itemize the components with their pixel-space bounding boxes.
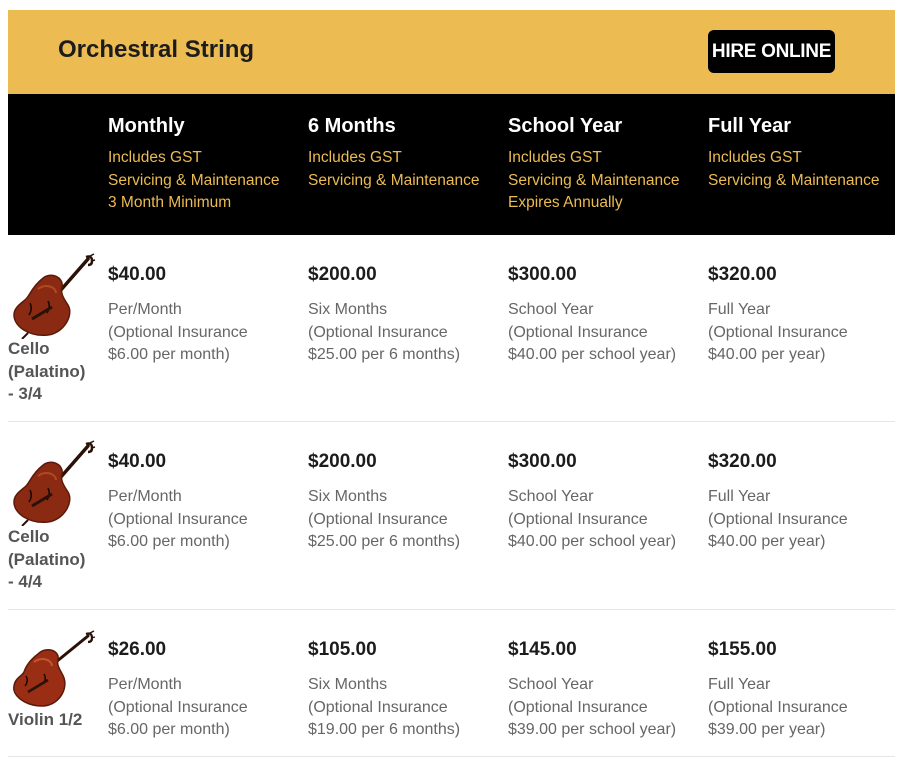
insurance-value: $40.00 per school year) [508,533,677,550]
price-cell-6-months [308,451,460,554]
price-period: Six Months [308,301,388,318]
product-name-line: Cello [8,339,50,358]
price-cell-6-months [308,639,460,742]
insurance-value: $6.00 per month) [108,533,230,550]
plan-full-year [708,114,879,192]
plan-feature: Includes GST [108,149,202,166]
price-period: Full Year [708,488,771,505]
product-name[interactable] [8,338,100,406]
plan-6-months [308,114,479,192]
insurance-label: (Optional Insurance [508,698,648,716]
insurance-label: (Optional Insurance [108,698,248,716]
price-period: Six Months [308,488,388,505]
insurance-label: (Optional Insurance [308,510,448,528]
product-row-cello-4-4 [8,422,895,610]
product-name-line: (Palatino) [8,361,86,381]
price-cell-full-year [708,451,848,554]
price: $105.00 [308,639,377,660]
insurance-value: $19.00 per 6 months) [308,721,461,738]
violin-icon[interactable] [8,630,96,710]
insurance-label: (Optional Insurance [708,510,848,528]
product-name[interactable] [8,526,100,594]
price-cell-monthly [108,264,248,367]
product-name-line: (Palatino) [8,549,86,569]
price: $320.00 [708,264,777,285]
insurance-value: $39.00 per school year) [508,721,677,738]
insurance-label: (Optional Insurance [108,323,248,341]
insurance-label: (Optional Insurance [708,698,848,716]
insurance-value: $6.00 per month) [108,346,230,363]
price: $300.00 [508,264,577,285]
price-cell-full-year [708,639,848,742]
plan-name: School Year [508,115,623,137]
product-row-violin-1-2 [8,610,895,757]
cello-icon[interactable] [8,440,96,526]
category-banner [8,10,895,94]
insurance-value: $6.00 per month) [108,721,230,738]
price-cell-school-year [508,451,676,554]
price-period: School Year [508,301,594,318]
plan-feature: Servicing & Maintenance [308,171,480,189]
plan-feature: Expires Annually [508,194,623,211]
insurance-label: (Optional Insurance [508,510,648,528]
price-period: Per/Month [108,488,182,505]
price-cell-school-year [508,639,676,742]
price-cell-monthly [108,639,248,742]
price-cell-6-months [308,264,460,367]
cello-icon[interactable] [8,253,96,339]
product-name-line: - 3/4 [8,384,43,403]
price-cell-school-year [508,264,676,367]
price: $320.00 [708,451,777,472]
category-title: Orchestral String [58,36,255,63]
insurance-value: $40.00 per year) [708,346,826,363]
plan-feature: Servicing & Maintenance [508,171,680,189]
price-period: Full Year [708,301,771,318]
plan-name: 6 Months [308,115,396,137]
price: $200.00 [308,451,377,472]
price-period: Per/Month [108,676,182,693]
plan-feature: Includes GST [708,149,802,166]
plan-feature: Servicing & Maintenance [108,171,280,189]
plan-name: Full Year [708,115,792,137]
insurance-value: $40.00 per school year) [508,346,677,363]
plan-feature: Servicing & Maintenance [708,171,880,189]
price-period: School Year [508,676,594,693]
insurance-value: $25.00 per 6 months) [308,533,461,550]
price: $300.00 [508,451,577,472]
product-name-line: Violin 1/2 [8,710,83,729]
insurance-value: $40.00 per year) [708,533,826,550]
pricing-table [8,10,895,757]
price: $40.00 [108,264,167,285]
plan-feature: Includes GST [508,149,602,166]
insurance-value: $39.00 per year) [708,721,826,738]
plan-monthly [108,114,279,215]
price: $200.00 [308,264,377,285]
price: $145.00 [508,639,577,660]
insurance-label: (Optional Insurance [708,323,848,341]
plan-feature: Includes GST [308,149,402,166]
price-period: School Year [508,488,594,505]
product-name-line: - 4/4 [8,572,43,591]
product-name-line: Cello [8,527,50,546]
plans-header [8,94,895,235]
price-period: Full Year [708,676,771,693]
product-name[interactable] [8,709,100,732]
insurance-label: (Optional Insurance [108,510,248,528]
insurance-label: (Optional Insurance [308,323,448,341]
price-period: Per/Month [108,301,182,318]
product-row-cello-3-4 [8,235,895,422]
price-period: Six Months [308,676,388,693]
insurance-value: $25.00 per 6 months) [308,346,461,363]
plan-school-year [508,114,679,215]
price: $155.00 [708,639,777,660]
hire-online-button[interactable]: HIRE ONLINE [708,30,835,73]
price-cell-monthly [108,451,248,554]
price: $40.00 [108,451,167,472]
price-cell-full-year [708,264,848,367]
price: $26.00 [108,639,167,660]
insurance-label: (Optional Insurance [308,698,448,716]
insurance-label: (Optional Insurance [508,323,648,341]
plan-name: Monthly [108,115,185,137]
plan-feature: 3 Month Minimum [108,194,232,211]
